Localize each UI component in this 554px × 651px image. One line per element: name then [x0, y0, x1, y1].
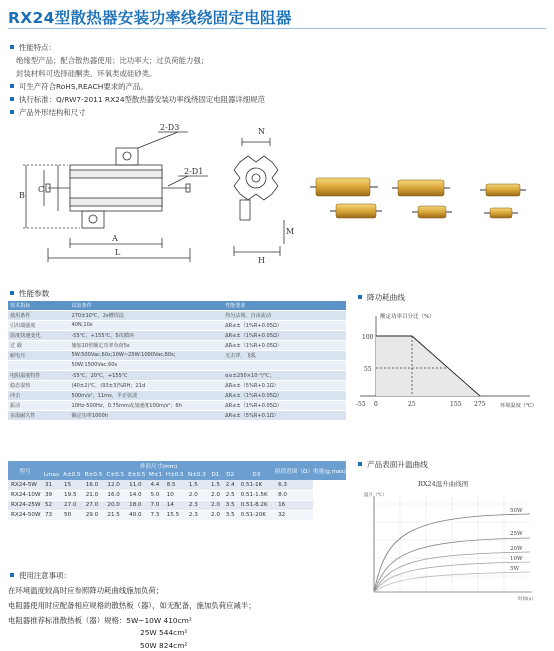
performance-cell: ΔR≤±（1%R+0.05Ω）	[223, 340, 346, 350]
performance-cell	[8, 360, 69, 370]
performance-row	[8, 410, 346, 420]
dimension-column-header: D2	[223, 470, 238, 480]
derating-xtick: 0	[374, 401, 378, 408]
performance-row	[8, 380, 346, 390]
performance-header-row	[8, 301, 346, 310]
bullet-icon	[10, 84, 14, 88]
label-b: B	[19, 191, 25, 200]
dimension-cell: RX24-25W	[8, 500, 42, 510]
performance-cell: 额定功率1000h	[69, 410, 223, 420]
notes-heading: 使用注意事项：	[10, 570, 71, 581]
derating-ylabel: 额定功率百分比（%）	[380, 314, 435, 320]
dimension-column-header: D3	[238, 470, 275, 480]
dimension-cell: 5.0	[147, 490, 163, 500]
dimension-cell: 21.5	[104, 510, 126, 520]
performance-cell: ΔR≤±（5%R+0.1Ω）	[223, 380, 346, 390]
dimension-cell: 3.5	[223, 500, 238, 510]
dimension-cell: 6.3	[275, 480, 313, 490]
derating-xlabel: 环境温度（℃）	[500, 403, 537, 409]
performance-cell: 使用条件	[8, 310, 69, 320]
title-divider	[8, 28, 546, 29]
derating-xtick: 155	[450, 401, 462, 408]
dimension-cell: 2.0	[208, 510, 223, 520]
series-label-20w: 20W	[510, 546, 523, 552]
dimension-cell: 1.5	[186, 480, 208, 490]
dimension-column-header: A±0.5	[61, 470, 83, 480]
performance-cell: 冲击	[8, 390, 69, 400]
dimension-cell: 8.0	[275, 490, 313, 500]
bullet-icon	[10, 45, 14, 49]
label-a: A	[112, 234, 118, 243]
dimension-cell: 4.4	[147, 480, 163, 490]
performance-cell: 均匀沾锡，自由流动	[223, 310, 346, 320]
performance-heading: 性能参数	[10, 288, 49, 299]
dimension-cell: 27.0	[83, 500, 105, 510]
features-heading: 性能特点：	[10, 42, 56, 53]
dimension-cell: 11.0	[126, 480, 147, 490]
dimension-cell: 3.5	[223, 510, 238, 520]
dimension-cell: 2.4	[223, 480, 238, 490]
performance-cell: 稳态湿热	[8, 380, 69, 390]
column-header: 技术指标	[8, 301, 69, 310]
dimension-row	[8, 500, 346, 510]
dimension-cell: 10	[164, 490, 186, 500]
performance-row	[8, 310, 346, 320]
performance-row	[8, 340, 346, 350]
performance-cell: ΔR≤±（1%R+0.05Ω）	[223, 320, 346, 330]
standard-note: 执行标准：Q/RW7-2011 RX24型散热器安装功率线绕固定电阻器详细规范	[10, 94, 265, 105]
dimension-cell: 2.5	[223, 490, 238, 500]
performance-cell: 过 载	[8, 340, 69, 350]
series-label-25w: 25W	[510, 531, 523, 537]
notes-line-2: 电阻器使用时应配备相应规格的散热板（器），如无配备，施加负荷应减半；	[8, 601, 256, 610]
dimension-cell: 2.3	[186, 510, 208, 520]
performance-cell: ΔR≤±（1%R+0.05Ω）	[223, 390, 346, 400]
performance-row	[8, 390, 346, 400]
dimension-cell: 15.5	[164, 510, 186, 520]
derating-ytick: 100	[362, 334, 374, 341]
product-photo	[310, 170, 540, 230]
dimension-cell: 0.51-1.5K	[238, 490, 275, 500]
series-label-5w: 5W	[510, 566, 520, 572]
dimension-cell: 29.0	[83, 510, 105, 520]
dimension-cell: 2.0	[186, 490, 208, 500]
performance-cell: 室温耐久性	[8, 410, 69, 420]
performance-cell: α≤±250×10⁻⁶/℃；	[223, 370, 346, 380]
dimension-column-header: E±0.5	[126, 470, 147, 480]
features-line-1: 绝缘型产品；配合散热器使用；比功率大；过负荷能力强；	[16, 56, 209, 65]
derating-area	[376, 336, 480, 396]
dimension-cell: 0.51-8.2K	[238, 500, 275, 510]
performance-cell: 振动	[8, 400, 69, 410]
dimension-cell: 7.3	[147, 510, 163, 520]
performance-row	[8, 350, 346, 360]
model-header: 型号	[8, 461, 42, 480]
dimension-cell: 50	[61, 510, 83, 520]
dimension-group-header: 外形尺寸(mm)	[42, 461, 275, 470]
series-label-50w: 50W	[510, 508, 523, 514]
dimension-cell: RX24-50W	[8, 510, 42, 520]
label-m: M	[286, 227, 295, 236]
bullet-icon	[10, 110, 14, 114]
dimension-cell: 18.0	[126, 500, 147, 510]
dimension-cell: 19.5	[61, 490, 83, 500]
performance-row	[8, 330, 346, 340]
dimension-cell: 1.5	[208, 480, 223, 490]
dimension-cell: 21.0	[83, 490, 105, 500]
performance-cell: 施加10倍额定功率负荷5s	[69, 340, 223, 350]
dimension-cell: 14	[164, 500, 186, 510]
dimension-column-header: C±0.5	[104, 470, 126, 480]
performance-cell: -55℃，+155℃，5次循环	[69, 330, 223, 340]
bullet-icon	[10, 97, 14, 101]
dimension-cell: 0.51-20K	[238, 510, 275, 520]
dimension-row	[8, 490, 346, 500]
derating-ytick: 55	[364, 366, 372, 373]
dimension-column-header: B±0.5	[83, 470, 105, 480]
performance-cell	[223, 360, 346, 370]
derating-xtick: 275	[474, 401, 486, 408]
label-h: H	[258, 256, 265, 264]
dimension-cell: 0.51-1K	[238, 480, 275, 490]
notes-line-5: 50W 824cm²	[140, 641, 188, 650]
dimension-cell: 2.0	[208, 490, 223, 500]
dimension-cell: 39	[42, 490, 61, 500]
dimension-column-header: H±0.5	[164, 470, 186, 480]
weight-header: 重量(g,max)	[313, 461, 346, 480]
temperature-ylabel: 温升（℃）	[364, 493, 388, 498]
front-view-drawing	[18, 120, 228, 270]
performance-cell: 270±10℃，2s槽焊法	[69, 310, 223, 320]
performance-cell: 40N,10s	[69, 320, 223, 330]
rohs-note: 可生产符合RoHS,REACH要求的产品。	[10, 81, 148, 92]
dimension-cell: 32	[275, 510, 313, 520]
performance-cell: 50W:1500Vac,60s	[69, 360, 223, 370]
performance-cell: ΔR≤±（5%R+0.1Ω）	[223, 410, 346, 420]
performance-cell: 温度快速变化	[8, 330, 69, 340]
performance-row	[8, 400, 346, 410]
page-title: RX24型散热器安装功率线绕固定电阻器	[8, 9, 292, 27]
performance-row	[8, 320, 346, 330]
performance-cell: ΔR≤±（1%R+0.05Ω）	[223, 400, 346, 410]
dimension-cell: 2.3	[186, 500, 208, 510]
bullet-icon	[10, 573, 14, 577]
performance-table	[8, 301, 346, 421]
bullet-icon	[358, 295, 362, 299]
temperature-rise-chart	[350, 474, 550, 604]
derating-chart	[350, 306, 550, 416]
dimension-cell: 20.0	[104, 500, 126, 510]
performance-cell: 引出端强度	[8, 320, 69, 330]
dimension-cell: 2.0	[208, 500, 223, 510]
label-c: C	[38, 185, 45, 194]
dimension-cell: RX24-5W	[8, 480, 42, 490]
temperature-heading: 产品表面升温曲线	[358, 459, 428, 470]
dimension-cell: 8.5	[164, 480, 186, 490]
performance-cell: (40±2)℃，(93±3)%RH；21d	[69, 380, 223, 390]
label-n: N	[258, 127, 265, 136]
dimension-column-header: M±1	[149, 472, 163, 478]
derating-xtick: -55	[356, 401, 366, 408]
dimension-cell: 16.0	[83, 480, 105, 490]
side-view-drawing	[228, 122, 298, 264]
resistance-header: 阻值范围（Ω）	[275, 461, 313, 480]
derating-heading: 降功耗曲线	[358, 292, 405, 303]
performance-cell: 无击穿，飞弧	[223, 350, 346, 360]
temperature-chart-title: RX24温升曲线图	[418, 480, 469, 488]
dimensions-table	[8, 461, 346, 521]
dimension-cell: 14.0	[126, 490, 147, 500]
notes-line-3: 电阻器推荐标准散热板（器）规格：5W~10W 410cm²	[8, 616, 192, 625]
dimension-cell: 12.0	[104, 480, 126, 490]
dimension-cell: 15	[61, 480, 83, 490]
column-header: 试验条件	[69, 301, 223, 310]
dimension-cell: 16	[275, 500, 313, 510]
performance-cell: 耐电压	[8, 350, 69, 360]
bullet-icon	[358, 462, 362, 466]
dimension-cell: 27.0	[61, 500, 83, 510]
bullet-icon	[10, 291, 14, 295]
dimension-column-header: Lmax	[43, 472, 60, 478]
dimension-cell: 40.0	[126, 510, 147, 520]
performance-cell: -55℃，20℃，+155℃	[69, 370, 223, 380]
structure-heading: 产品外形结构和尺寸	[10, 107, 86, 118]
temperature-xlabel: 时间(s)	[518, 597, 533, 602]
temperature-grid	[374, 496, 530, 592]
features-line-2: 封装材料可选择硅酮类、环氧类或硅砂类。	[16, 69, 157, 78]
series-label-10w: 10W	[510, 556, 523, 562]
notes-line-4: 25W 544cm²	[140, 628, 188, 637]
label-l: L	[115, 248, 121, 257]
dimension-cell: 73	[42, 510, 61, 520]
dimension-cell: 52	[42, 500, 61, 510]
dimension-row	[8, 480, 346, 490]
dimension-cell: RX24-10W	[8, 490, 42, 500]
performance-cell: 电阻温度特性	[8, 370, 69, 380]
performance-cell: 5W:500Vac,60s;10W~25W:1000Vac,60s;	[69, 350, 223, 360]
performance-row	[8, 360, 346, 370]
performance-cell: ΔR≤±（1%R+0.05Ω）	[223, 330, 346, 340]
performance-row	[8, 370, 346, 380]
column-header: 性能要求	[223, 301, 346, 310]
label-d3: 2-D3	[160, 123, 180, 132]
derating-xtick: 25	[408, 401, 416, 408]
dimension-cell: 7.0	[147, 500, 163, 510]
dimension-cell: 31	[42, 480, 61, 490]
dimension-row	[8, 510, 346, 520]
dimension-cell: 16.0	[104, 490, 126, 500]
label-d1: 2-D1	[184, 167, 204, 176]
dimension-column-header: N±0.3	[186, 470, 208, 480]
performance-cell: 500m/s²，11ms，半正弦波	[69, 390, 223, 400]
performance-cell: 10Hz-500Hz，0.75mm或加速度100m/s²；6h	[69, 400, 223, 410]
notes-line-1: 在环境温度较高时应参照降功耗曲线施加负荷；	[8, 586, 164, 595]
dimension-column-header: D1	[208, 470, 223, 480]
